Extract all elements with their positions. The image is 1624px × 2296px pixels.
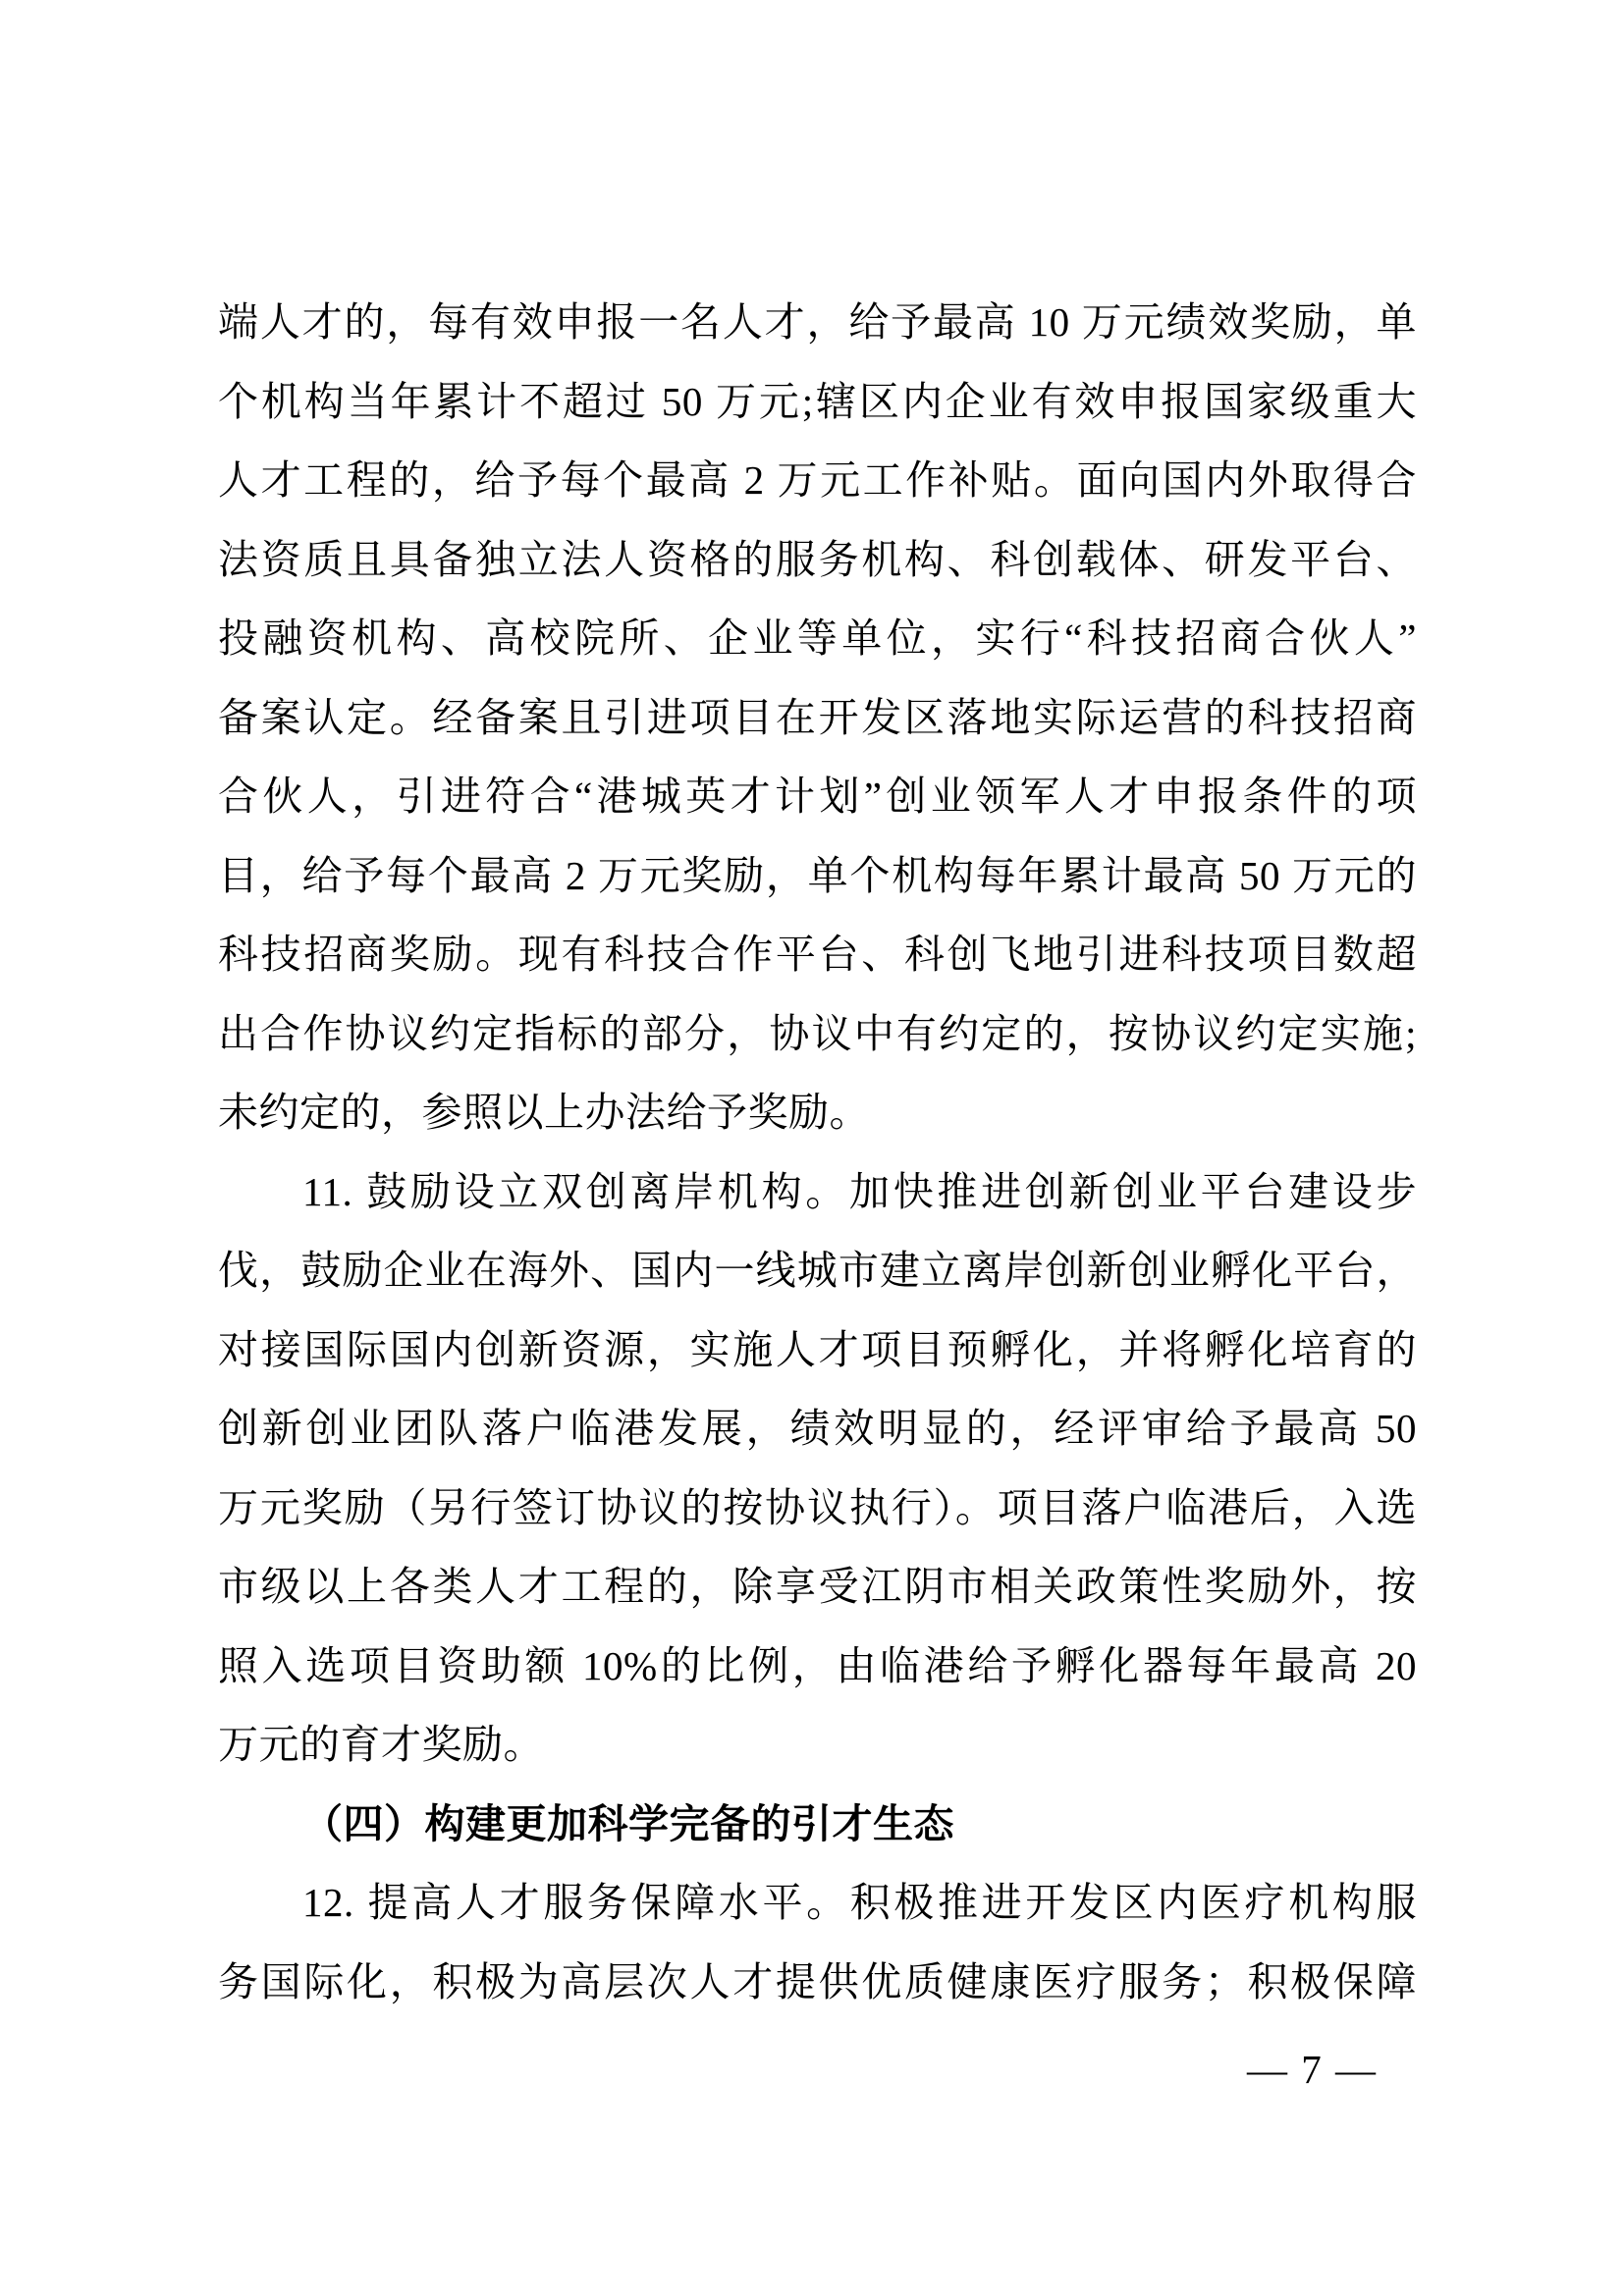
text-line: 法资质且具备独立法人资格的服务机构、科创载体、研发平台、 [218,536,1417,582]
text-line: 合伙人，引进符合“港城英才计划”创业领军人才申报条件的项 [218,774,1417,819]
text-line: 12. 提高人才服务保障水平。积极推进开发区内医疗机构服 [302,1880,1417,1925]
document-body [218,283,1417,2021]
text-line: 对接国际国内创新资源，实施人才项目预孵化，并将孵化培育的 [218,1326,1417,1372]
text-line: 个机构当年累计不超过 50 万元;辖区内企业有效申报国家级重大 [218,378,1417,424]
text-line: 11. 鼓励设立双创离岸机构。加快推进创新创业平台建设步 [302,1168,1417,1214]
text-line: 未约定的，参照以上办法给予奖励。 [218,1090,870,1135]
text-line: 伐，鼓励企业在海外、国内一线城市建立离岸创新创业孵化平台， [218,1248,1417,1293]
text-line: 备案认定。经备案且引进项目在开发区落地实际运营的科技招商 [218,694,1417,740]
text-line: 照入选项目资助额 10%的比例，由临港给予孵化器每年最高 20 [218,1642,1417,1688]
text-line: 科技招商奖励。现有科技合作平台、科创飞地引进科技项目数超 [218,932,1417,977]
text-line: 目，给予每个最高 2 万元奖励，单个机构每年累计最高 50 万元的 [218,852,1417,898]
text-line: 人才工程的，给予每个最高 2 万元工作补贴。面向国内外取得合 [218,457,1417,503]
text-line: 万元的育才奖励。 [218,1722,544,1767]
page-number: — 7 — [1247,2047,1378,2092]
text-line: 市级以上各类人才工程的，除享受江阴市相关政策性奖励外，按 [218,1564,1417,1609]
text-line: 万元奖励（另行签订协议的按协议执行）。项目落户临港后，入选 [218,1484,1417,1530]
text-line: 创新创业团队落户临港发展，绩效明显的，经评审给予最高 50 [218,1406,1417,1451]
text-line: 端人才的，每有效申报一名人才，给予最高 10 万元绩效奖励，单 [218,299,1417,345]
section-heading: （四）构建更加科学完备的引才生态 [302,1800,954,1846]
text-line: 投融资机构、高校院所、企业等单位，实行“科技招商合伙人” [218,615,1417,661]
text-line: 出合作协议约定指标的部分，协议中有约定的，按协议约定实施; [218,1010,1417,1056]
text-line: 务国际化，积极为高层次人才提供优质健康医疗服务；积极保障 [218,1958,1417,2004]
